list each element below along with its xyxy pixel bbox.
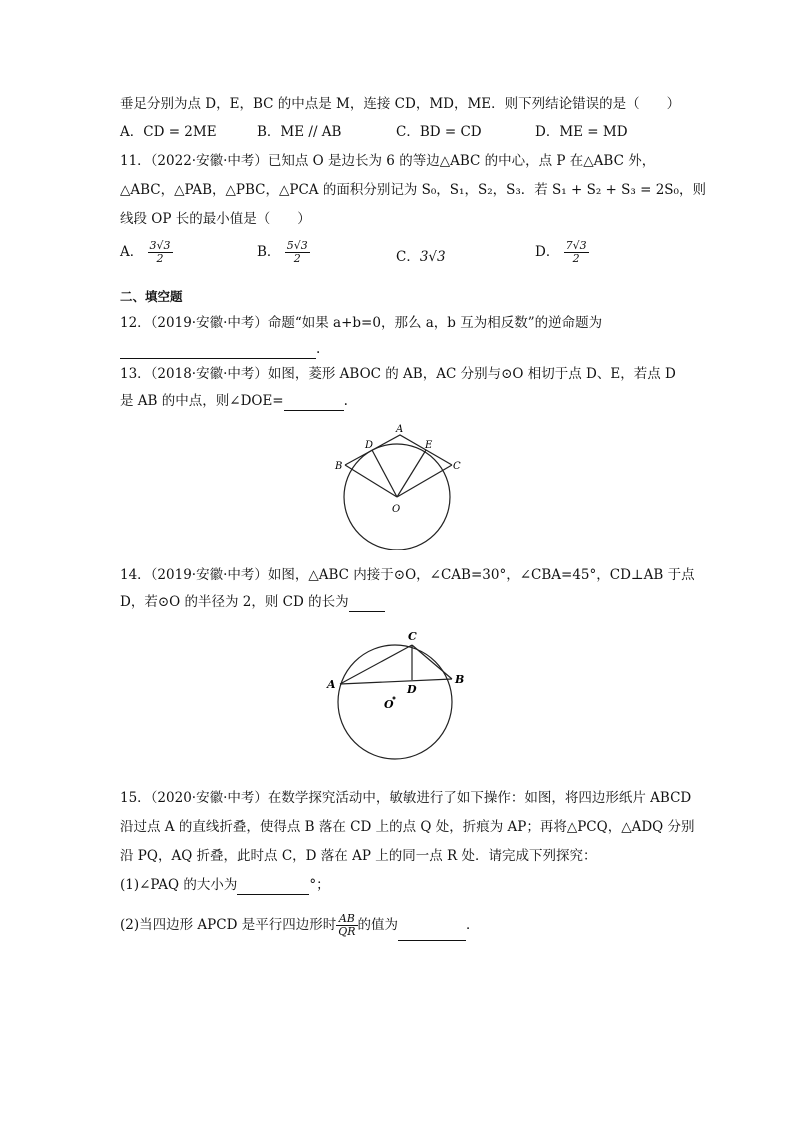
q13-label-b: B <box>335 461 343 472</box>
q13-label-d: D <box>365 440 374 451</box>
q13-period: . <box>343 393 348 409</box>
q13-side-ob <box>345 465 397 497</box>
q13-answer-blank <box>284 392 344 411</box>
q13-figure <box>325 420 475 550</box>
q12-line-1: 12．（2019·安徽·中考）命题“如果 a+b=0，那么 a，b 互为相反数”的逆命题为 <box>120 315 603 331</box>
q13-label-o: O <box>392 504 401 515</box>
q13-line-2 <box>120 392 348 411</box>
q14-label-a: A <box>327 678 336 691</box>
q11-option-a-fraction <box>148 240 173 265</box>
q11-option-b-denominator: 2 <box>293 252 301 265</box>
q15-part-2-end: ． <box>466 917 480 933</box>
q11-option-a-numerator: 3√3 <box>149 239 171 252</box>
q12-line-2 <box>120 340 320 359</box>
q14-line-2-text: D，若⊙O 的半径为 2，则 CD 的长为 <box>120 594 349 610</box>
q13-radius-oe <box>397 450 426 497</box>
q10-option-a: A．CD = 2ME <box>120 124 217 140</box>
q11-option-a <box>120 240 173 265</box>
q11-option-c-value: 3√3 <box>419 249 446 265</box>
q11-option-d-fraction <box>564 240 589 265</box>
q10-option-d: D．ME = MD <box>535 124 628 140</box>
q15-part-1-blank <box>237 876 309 895</box>
q14-circle-o <box>338 645 452 759</box>
q10-continuation: 垂足分别为点 D，E，BC 的中点是 M，连接 CD，MD，ME．则下列结论错误的是（ ） <box>120 96 681 112</box>
q11-option-a-denominator: 2 <box>156 252 164 265</box>
q10-option-b: B．ME // AB <box>257 124 342 140</box>
q11-option-b <box>257 240 310 265</box>
q15-line-2: 沿过点 A 的直线折叠，使得点 B 落在 CD 上的点 Q 处，折痕为 AP；再将△PCQ，△ADQ 分别 <box>120 819 695 835</box>
q11-option-a-label: A． <box>120 244 144 260</box>
q11-option-d-denominator: 2 <box>572 252 580 265</box>
q14-label-c: C <box>408 630 417 643</box>
q15-part-2 <box>120 910 480 941</box>
q15-part-1-text: (1)∠PAQ 的大小为 <box>120 877 238 893</box>
q15-part-2-text: (2)当四边形 APCD 是平行四边形时 <box>120 917 337 933</box>
q11-option-b-fraction <box>285 240 310 265</box>
q15-fraction-denominator: QR <box>338 925 356 938</box>
q11-option-d-label: D． <box>535 244 560 260</box>
q14-chord-ac <box>340 645 412 684</box>
q11-option-c <box>396 248 446 266</box>
q14-line-1: 14．（2019·安徽·中考）如图，△ABC 内接于⊙O，∠CAB=30°，∠CBA=45°，CD⊥AB 于点 <box>120 567 695 583</box>
q11-option-d <box>535 240 589 265</box>
q15-part-1 <box>120 876 330 895</box>
q14-answer-blank <box>349 593 385 612</box>
q11-option-d-numerator: 7√3 <box>565 239 587 252</box>
q13-line-1: 13．（2018·安徽·中考）如图，菱形 ABOC 的 AB，AC 分别与⊙O 相切于点 D、E，若点 D <box>120 366 676 382</box>
q15-fraction-numerator: AB <box>336 913 357 926</box>
q11-option-c-label: C． <box>396 249 420 265</box>
q15-line-1: 15．（2020·安徽·中考）在数学探究活动中，敏敏进行了如下操作：如图，将四边形纸片 ABCD <box>120 790 692 806</box>
q13-side-oc <box>397 465 452 497</box>
q15-part-2-fraction <box>336 913 357 938</box>
q15-part-1-end: °； <box>309 877 330 893</box>
q11-line-1: 11．（2022·安徽·中考）已知点 O 是边长为 6 的等边△ABC 的中心，点 P 在△ABC 外， <box>120 153 656 169</box>
q13-label-c: C <box>453 461 461 472</box>
q14-chord-ab <box>340 679 452 684</box>
q13-label-a: A <box>396 424 404 435</box>
q14-label-o: O <box>384 698 394 711</box>
q13-line-2-text: 是 AB 的中点，则∠DOE= <box>120 393 284 409</box>
q12-period: . <box>316 341 321 357</box>
q14-figure <box>322 622 472 762</box>
q14-label-b: B <box>455 673 465 686</box>
q11-option-b-label: B． <box>257 244 281 260</box>
q12-answer-blank <box>120 340 316 359</box>
q14-label-d: D <box>407 683 417 696</box>
q14-line-2 <box>120 593 385 612</box>
q15-part-2-blank <box>398 910 466 941</box>
q15-part-2-post: 的值为 <box>357 917 399 933</box>
q11-line-3: 线段 OP 长的最小值是（ ） <box>120 211 311 227</box>
section-heading-fill-blank: 二、填空题 <box>120 289 183 304</box>
q11-line-2: △ABC，△PAB，△PBC，△PCA 的面积分别记为 S₀，S₁，S₂，S₃．若 S₁ + S₂ + S₃ = 2S₀，则 <box>120 182 706 198</box>
q11-option-b-numerator: 5√3 <box>286 239 308 252</box>
q14-chord-bc <box>412 645 452 679</box>
q13-label-e: E <box>425 440 433 451</box>
q10-option-c: C．BD = CD <box>396 124 482 140</box>
q15-line-3: 沿 PQ，AQ 折叠，此时点 C，D 落在 AP 上的同一点 R 处．请完成下列探究： <box>120 848 597 864</box>
